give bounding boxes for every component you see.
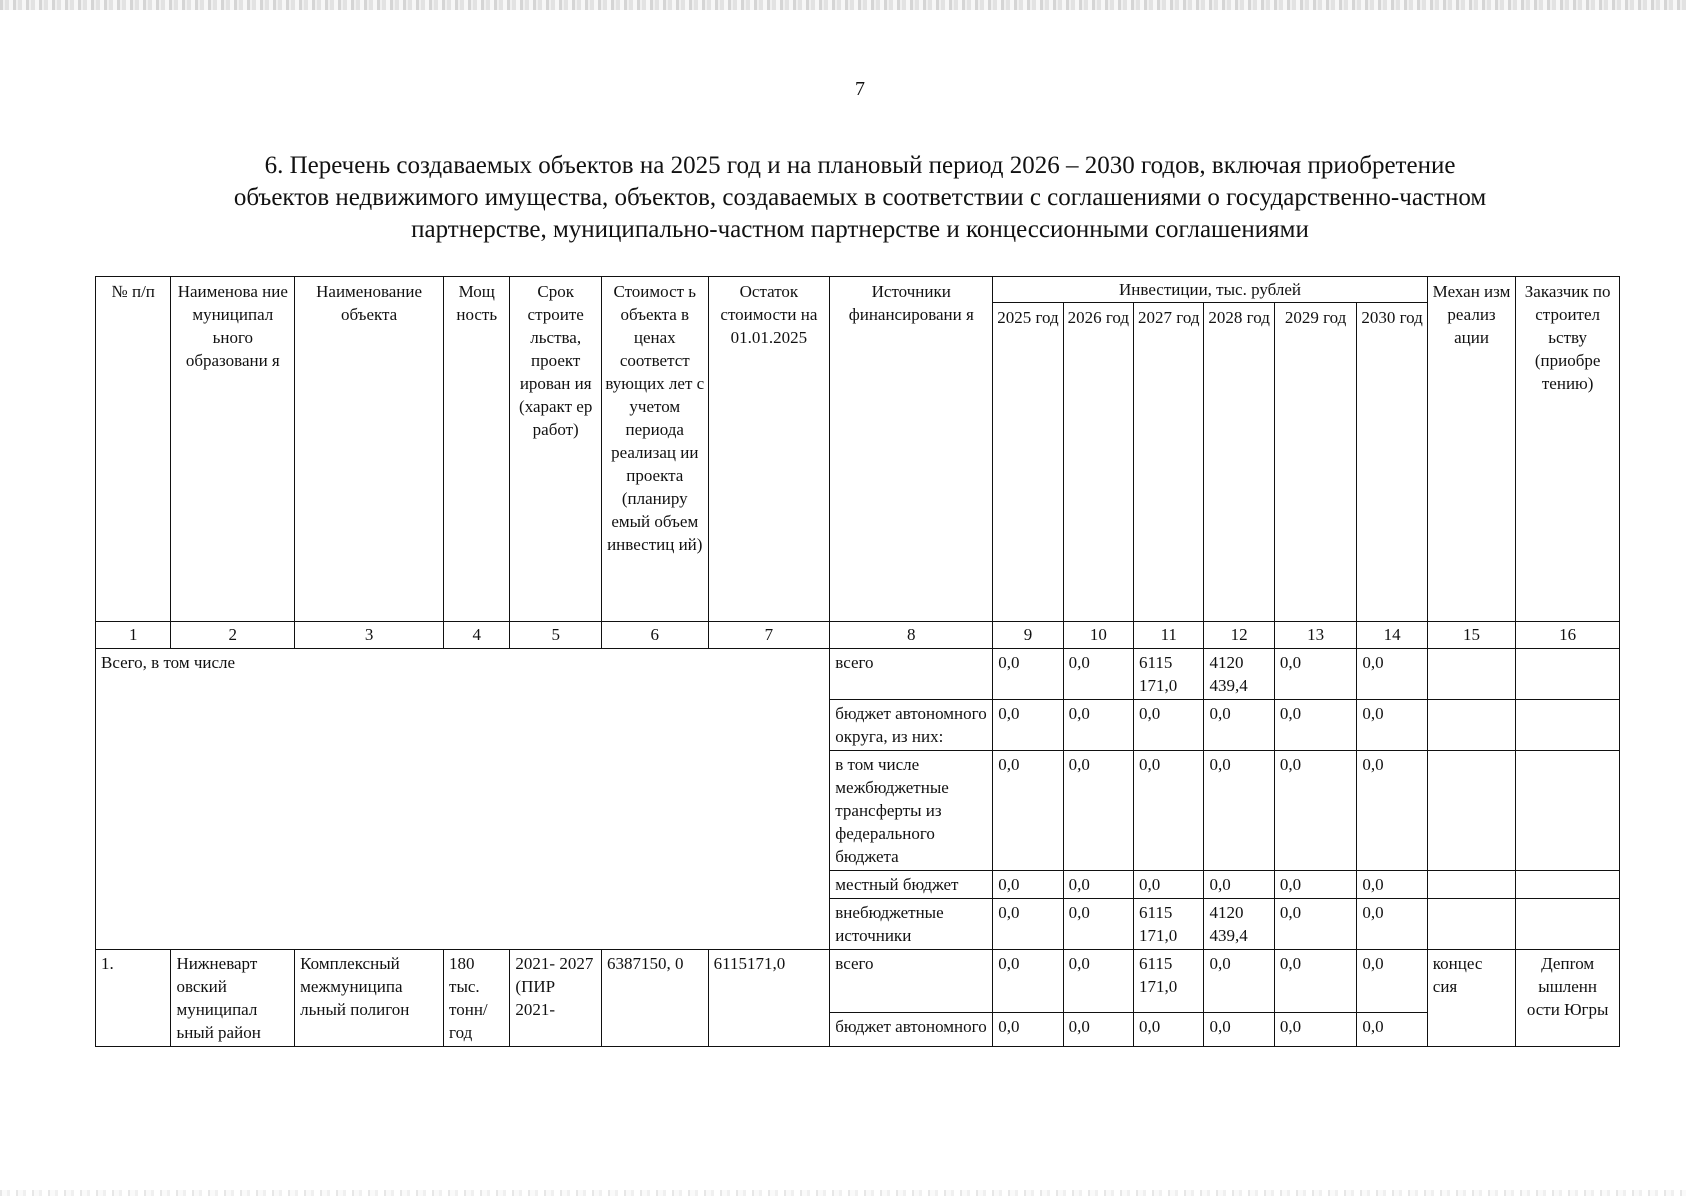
table-cell: 0,0: [1274, 899, 1356, 950]
table-cell: 0,0: [1274, 751, 1356, 871]
table-cell-empty: [1516, 700, 1620, 751]
column-number: 2: [171, 622, 295, 649]
table-cell-empty: [1427, 871, 1516, 899]
column-number: 5: [510, 622, 602, 649]
header-year-2027: 2027 год: [1134, 303, 1204, 622]
item-object-name: Комплексный межмуниципа льный полигон: [295, 950, 444, 1047]
table-cell-empty: [1427, 899, 1516, 950]
table-cell-empty: [1516, 649, 1620, 700]
table-cell-empty: [1427, 700, 1516, 751]
table-cell-empty: [1427, 649, 1516, 700]
scan-edge-bottom: [0, 1190, 1686, 1196]
table-cell: 0,0: [993, 950, 1063, 1013]
table-cell: 0,0: [1063, 751, 1133, 871]
table-cell: 0,0: [993, 751, 1063, 871]
page-number: 7: [855, 78, 865, 100]
table-cell: 0,0: [1357, 899, 1427, 950]
header-object-name: Наименование объекта: [295, 277, 444, 622]
column-number: 8: [830, 622, 993, 649]
item-customer: Депrом ышленн ости Югры: [1516, 950, 1620, 1047]
table-cell: 0,0: [993, 700, 1063, 751]
item-mechanism: концес сия: [1427, 950, 1516, 1047]
total-row: [96, 649, 1620, 700]
title-line-1: 6. Перечень создаваемых объектов на 2025 год и на плановый период 2026 – 2030 годов, включая приобретение: [264, 152, 1456, 179]
table-cell: 0,0: [1063, 700, 1133, 751]
table-cell: 0,0: [1204, 700, 1274, 751]
column-number: 6: [601, 622, 708, 649]
source-label: внебюджетные источники: [830, 899, 993, 950]
source-label: местный бюджет: [830, 871, 993, 899]
table-cell: 0,0: [993, 871, 1063, 899]
column-number: 4: [444, 622, 510, 649]
table-cell: 0,0: [1204, 871, 1274, 899]
header-year-2029: 2029 год: [1274, 303, 1356, 622]
table-cell: 0,0: [993, 899, 1063, 950]
table-cell: 0,0: [1063, 1012, 1133, 1046]
header-mechanism: Механ изм реализ ации: [1427, 277, 1516, 622]
header-num: № п/п: [96, 277, 171, 622]
table-cell: 6115 171,0: [1134, 950, 1204, 1013]
page-title: [130, 150, 1590, 246]
table-cell: 0,0: [1204, 950, 1274, 1013]
title-line-3: партнерстве, муниципально-частном партнерстве и концессионными соглашениями: [411, 216, 1309, 243]
column-number: 15: [1427, 622, 1516, 649]
table-cell: 0,0: [993, 649, 1063, 700]
table-cell-empty: [1516, 871, 1620, 899]
table-cell: 0,0: [1134, 700, 1204, 751]
table-cell: 0,0: [1274, 1012, 1356, 1046]
objects-table: [95, 276, 1620, 1047]
header-year-2026: 2026 год: [1063, 303, 1133, 622]
scan-edge-top: [0, 0, 1686, 10]
header-year-2028: 2028 год: [1204, 303, 1274, 622]
table-cell: 0,0: [1357, 700, 1427, 751]
table-cell: 0,0: [1063, 871, 1133, 899]
column-number: 16: [1516, 622, 1620, 649]
source-label: бюджет автономного: [830, 1012, 993, 1046]
table-cell: 0,0: [1357, 751, 1427, 871]
source-label: бюджет автономного округа, из них:: [830, 700, 993, 751]
header-year-2025: 2025 год: [993, 303, 1063, 622]
header-row: [96, 277, 1620, 303]
column-number: 14: [1357, 622, 1427, 649]
header-capacity: Мощ ность: [444, 277, 510, 622]
table-cell: 6115 171,0: [1134, 649, 1204, 700]
header-investments: Инвестиции, тыс. рублей: [993, 277, 1428, 303]
item-remaining: 6115171,0: [708, 950, 830, 1047]
table-cell: 0,0: [1063, 649, 1133, 700]
column-number: 3: [295, 622, 444, 649]
header-municipality: Наименова ние муниципал ьного образовани я: [171, 277, 295, 622]
table-cell: 4120 439,4: [1204, 899, 1274, 950]
header-remaining: Остаток стоимости на 01.01.2025: [708, 277, 830, 622]
item-municipality: Нижневарт овский муниципал ьный район: [171, 950, 295, 1047]
table-cell: 0,0: [1204, 751, 1274, 871]
table-cell: 0,0: [993, 1012, 1063, 1046]
table-cell: 0,0: [1357, 871, 1427, 899]
column-number: 13: [1274, 622, 1356, 649]
column-number: 12: [1204, 622, 1274, 649]
header-term: Срок строите льства, проект ирован ия (характ ер работ): [510, 277, 602, 622]
item-term: 2021- 2027 (ПИР 2021-: [510, 950, 602, 1047]
table-cell: 0,0: [1274, 649, 1356, 700]
table-cell: 0,0: [1134, 871, 1204, 899]
column-number: 10: [1063, 622, 1133, 649]
item-row: [96, 950, 1620, 1013]
table-cell: 0,0: [1134, 751, 1204, 871]
total-label: Всего, в том числе: [96, 649, 830, 950]
table-cell: 6115 171,0: [1134, 899, 1204, 950]
table-cell: 0,0: [1134, 1012, 1204, 1046]
item-num: 1.: [96, 950, 171, 1047]
column-number: 9: [993, 622, 1063, 649]
item-capacity: 180 тыс. тонн/ год: [444, 950, 510, 1047]
table-cell: 0,0: [1204, 1012, 1274, 1046]
column-number: 11: [1134, 622, 1204, 649]
table-cell: 0,0: [1357, 649, 1427, 700]
column-number: 1: [96, 622, 171, 649]
header-customer: Заказчик по строител ьству (приобре тению): [1516, 277, 1620, 622]
source-label: в том числе межбюджетные трансферты из федерального бюджета: [830, 751, 993, 871]
table-cell: 0,0: [1274, 700, 1356, 751]
table-cell-empty: [1427, 751, 1516, 871]
column-number: 7: [708, 622, 830, 649]
source-label: всего: [830, 950, 993, 1013]
table-cell-empty: [1516, 899, 1620, 950]
table-cell: 0,0: [1357, 950, 1427, 1013]
header-sources: Источники финансировани я: [830, 277, 993, 622]
column-numbers-row: [96, 622, 1620, 649]
table-cell: 0,0: [1274, 871, 1356, 899]
table-cell: 0,0: [1063, 899, 1133, 950]
table-cell-empty: [1516, 751, 1620, 871]
table-cell: 0,0: [1274, 950, 1356, 1013]
header-cost: Стоимост ь объекта в ценах соответст вующих лет с учетом периода реализац ии проекта (планиру емый объем инвестиц ий): [601, 277, 708, 622]
table-cell: 0,0: [1357, 1012, 1427, 1046]
item-cost: 6387150, 0: [601, 950, 708, 1047]
table-cell: 0,0: [1063, 950, 1133, 1013]
title-line-2: объектов недвижимого имущества, объектов, создаваемых в соответствии с соглашениями о государственно-частном: [233, 184, 1487, 211]
table-cell: 4120 439,4: [1204, 649, 1274, 700]
header-year-2030: 2030 год: [1357, 303, 1427, 622]
source-label: всего: [830, 649, 993, 700]
